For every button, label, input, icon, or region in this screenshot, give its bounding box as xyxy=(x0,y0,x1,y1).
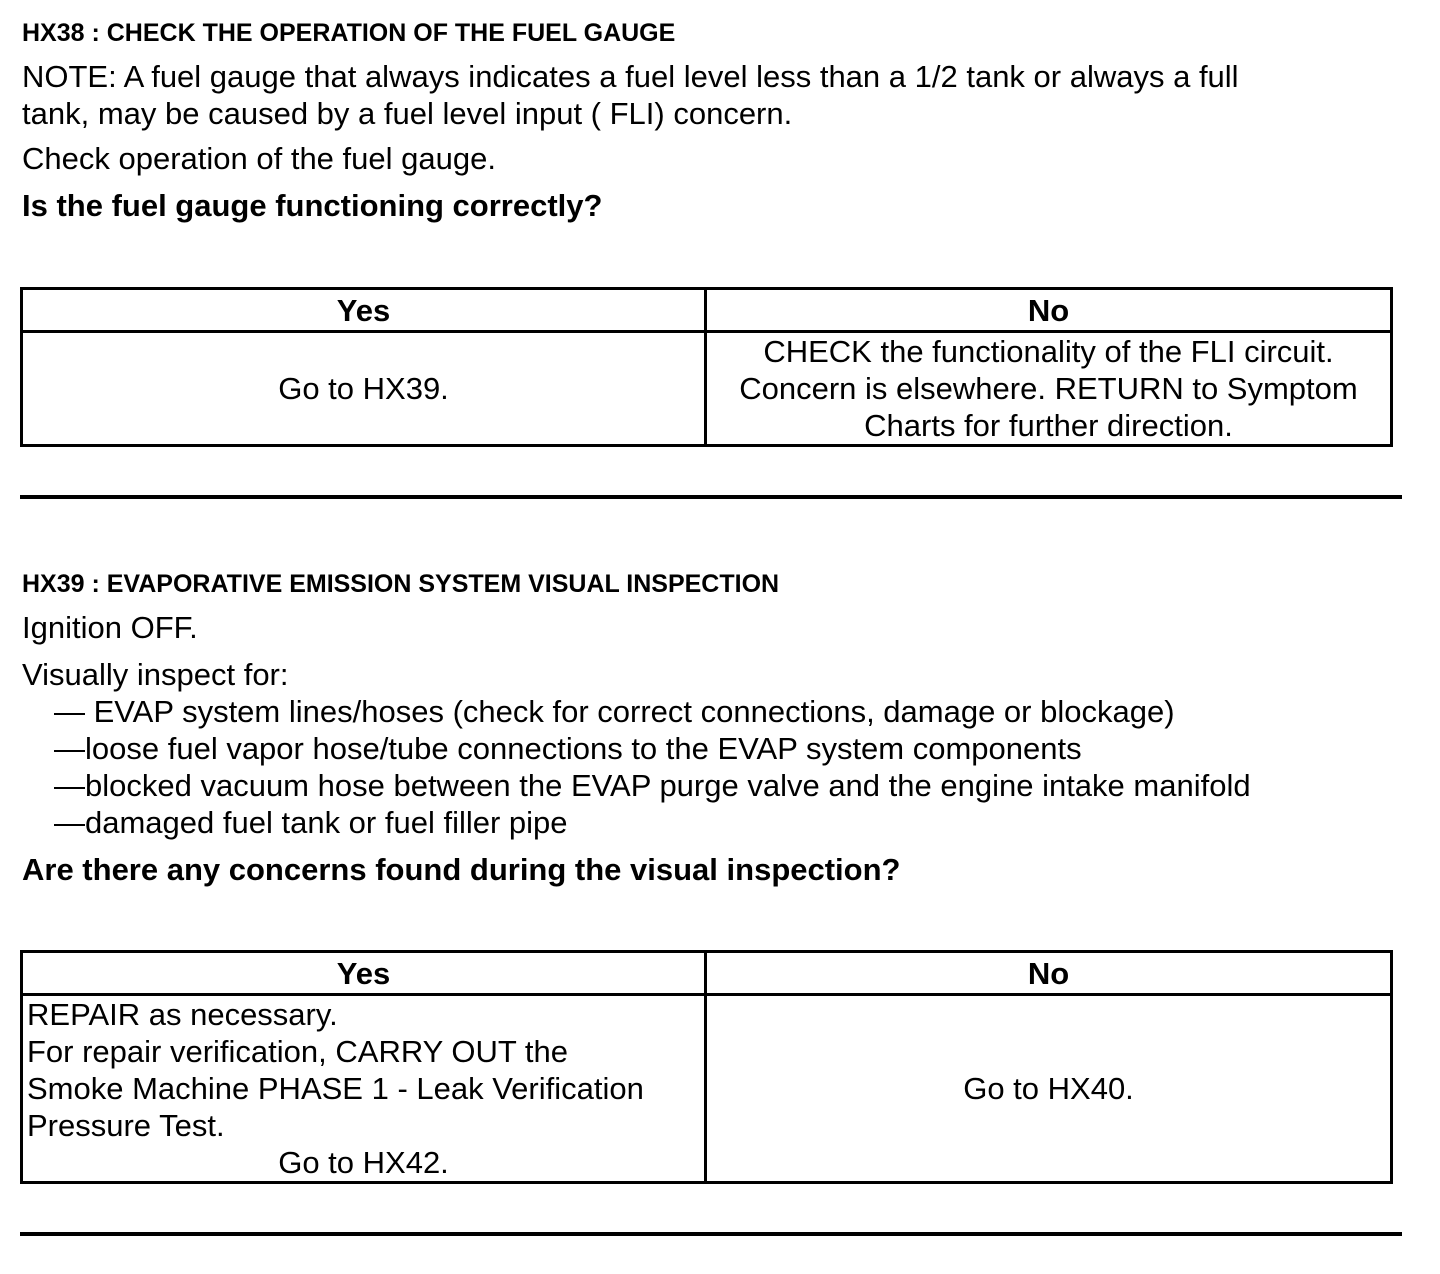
hx39-yes-no-table xyxy=(20,950,1393,1184)
no-header: No xyxy=(706,952,1392,995)
hx39-inspection-list xyxy=(22,693,1402,841)
hx38-instruction: Check operation of the fuel gauge. xyxy=(22,141,496,176)
hx38-no-line2: Concern is elsewhere. RETURN to Symptom xyxy=(739,371,1358,406)
list-item: —loose fuel vapor hose/tube connections to the EVAP system components xyxy=(54,731,1082,766)
hx39-yes-line4: Pressure Test. xyxy=(27,1108,225,1143)
list-item: —blocked vacuum hose between the EVAP purge valve and the engine intake manifold xyxy=(54,768,1251,803)
yes-header: Yes xyxy=(22,952,706,995)
hx38-no-cell xyxy=(706,332,1392,446)
hx39-no-cell: Go to HX40. xyxy=(706,995,1392,1183)
table-row xyxy=(22,332,1392,446)
section-divider xyxy=(20,1232,1402,1236)
hx39-section xyxy=(22,569,1402,888)
list-item: —damaged fuel tank or fuel filler pipe xyxy=(54,805,568,840)
hx38-no-line3: Charts for further direction. xyxy=(864,408,1233,443)
hx38-section xyxy=(22,18,1402,224)
hx39-yes-line2: For repair verification, CARRY OUT the xyxy=(27,1034,568,1069)
hx38-yes-cell: Go to HX39. xyxy=(22,332,706,446)
no-header: No xyxy=(706,289,1392,332)
hx39-step-ignition: Ignition OFF. xyxy=(22,610,198,645)
hx38-yes-no-table xyxy=(20,287,1393,447)
hx38-note-line1: NOTE: A fuel gauge that always indicates a fuel level less than a 1/2 tank or always a full xyxy=(22,59,1239,94)
table-header-row xyxy=(22,289,1392,332)
hx39-yes-line3: Smoke Machine PHASE 1 - Leak Verification xyxy=(27,1071,644,1106)
table-row xyxy=(22,995,1392,1183)
section-divider xyxy=(20,495,1402,499)
hx38-note xyxy=(22,58,1402,132)
hx38-no-line1: CHECK the functionality of the FLI circuit. xyxy=(763,334,1334,369)
hx39-yes-line1: REPAIR as necessary. xyxy=(27,997,338,1032)
hx39-yes-cell xyxy=(22,995,706,1183)
list-item: — EVAP system lines/hoses (check for correct connections, damage or blockage) xyxy=(54,694,1175,729)
table-header-row xyxy=(22,952,1392,995)
yes-header: Yes xyxy=(22,289,706,332)
hx38-heading: HX38 : CHECK THE OPERATION OF THE FUEL GAUGE xyxy=(22,19,676,47)
hx38-question: Is the fuel gauge functioning correctly? xyxy=(22,188,603,223)
hx39-step-inspect: Visually inspect for: xyxy=(22,657,289,692)
hx39-heading: HX39 : EVAPORATIVE EMISSION SYSTEM VISUAL INSPECTION xyxy=(22,570,780,598)
hx38-note-line2: tank, may be caused by a fuel level input ( FLI) concern. xyxy=(22,96,793,131)
hx39-yes-line5: Go to HX42. xyxy=(278,1145,449,1180)
hx39-question: Are there any concerns found during the visual inspection? xyxy=(22,852,901,887)
